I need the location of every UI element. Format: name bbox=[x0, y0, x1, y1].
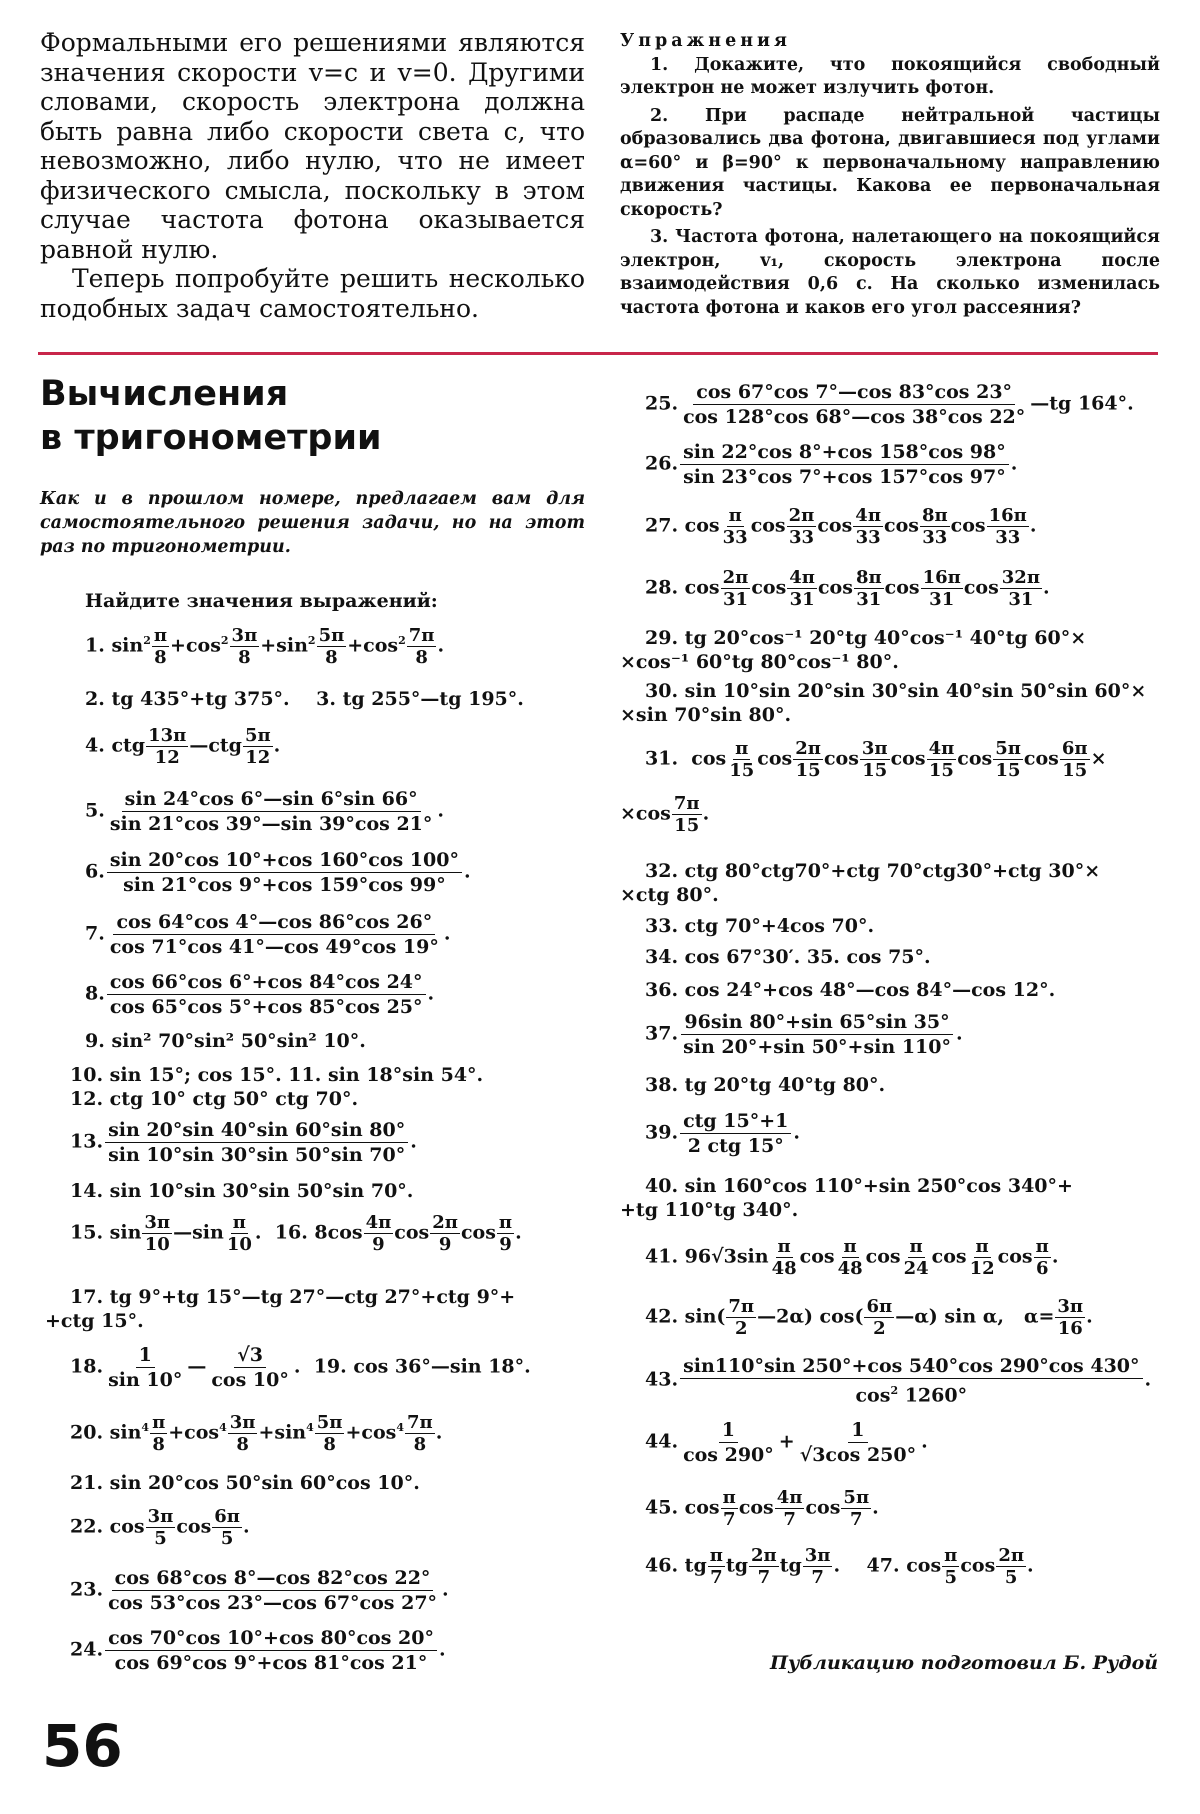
problem-9: 9. sin² 70°sin² 50°sin² 10°. bbox=[85, 1030, 366, 1052]
section-divider bbox=[38, 352, 1158, 355]
problem-43: 43. $\frac{\sin 110^\circ\sin 250^\circ+\cos 540^\circ\cos 290^\circ\cos 430^\circ}{\cos^2 1260^\circ}$ . bbox=[645, 1355, 1152, 1407]
problem-40-line-1: 40. sin 160°cos 110°+sin 250°cos 340°+ bbox=[645, 1175, 1073, 1197]
problem-36: 36. cos 24°+cos 48°—cos 84°—cos 12°. bbox=[645, 979, 1056, 1001]
problem-45: 45. cos $\frac{\pi}{7}$ cos $\frac{4\pi}{7}$ cos $\frac{5\pi}{7}$ . bbox=[645, 1487, 879, 1530]
problem-32-line-1: 32. ctg 80°ctg70°+ctg 70°ctg30°+ctg 30°× bbox=[645, 860, 1101, 882]
exercises-heading: Упражнения bbox=[620, 31, 791, 51]
problem-38: 38. tg 20°tg 40°tg 80°. bbox=[645, 1074, 886, 1096]
paragraph-1: Формальными его решениями являются значения скорости v=c и v=0. Другими словами, скорость электрона должна быть равна либо скорости света c, что невозможно, либо нулю, что не имеет физического смысла, поскольку в этом случае частота фотона оказывается равной нулю. bbox=[40, 28, 585, 264]
problem-23: 23. $\frac{\cos 68^\circ\cos 8^\circ—\cos 82^\circ\cos 22^\circ}{\cos 53^\circ\cos 23^\circ—\cos 67^\circ\cos 27^\circ}$ . bbox=[70, 1567, 449, 1614]
problem-33: 33. ctg 70°+4cos 70°. bbox=[645, 915, 875, 937]
exercise-3: 3. Частота фотона, налетающего на покоящийся электрон, v₁, скорость электрона после взаимодействия 0,6 c. На сколько изменилась частота фотона и каков его угол рассеяния? bbox=[620, 227, 1160, 318]
problem-25: 25. $\frac{\cos 67^\circ\cos 7^\circ—\cos 83^\circ\cos 23^\circ}{\cos 128^\circ\cos 68^\circ—\cos 38^\circ\cos 22^\circ}$ —tg 164°. bbox=[645, 381, 1134, 428]
exercises-block bbox=[620, 30, 1160, 324]
intro-paragraph-block bbox=[40, 28, 585, 323]
problem-26: 26. $\frac{\sin 22^\circ\cos 8^\circ+\cos 158^\circ\cos 98^\circ}{\sin 23^\circ\cos 7^\circ+\cos 157^\circ\cos 97^\circ}$ . bbox=[645, 441, 1018, 488]
problem-40-line-2: +tg 110°tg 340°. bbox=[620, 1199, 799, 1221]
title-line-2: в тригонометрии bbox=[40, 418, 382, 458]
problem-29-line-2: ×cos⁻¹ 60°tg 80°cos⁻¹ 80°. bbox=[620, 651, 899, 673]
problem-28: 28. cos $\frac{2\pi}{31}$ cos $\frac{4\pi}{31}$ cos $\frac{8\pi}{31}$ cos $\frac{16\pi}{31}$ cos $\frac{32\pi}{31}$ . bbox=[645, 567, 1050, 610]
problem-30-line-1: 30. sin 10°sin 20°sin 30°sin 40°sin 50°sin 60°× bbox=[645, 680, 1147, 702]
byline: Публикацию подготовил Б. Рудой bbox=[770, 1652, 1159, 1674]
problem-4: 4. ctg $\frac{13\pi}{12}$ —ctg $\frac{5\pi}{12}$ . bbox=[85, 725, 281, 768]
problem-27: 27. cos $\frac{\pi}{33}$ cos $\frac{2\pi}{33}$ cos $\frac{4\pi}{33}$ cos $\frac{8\pi}{33}$ cos $\frac{16\pi}{33}$ . bbox=[645, 505, 1037, 548]
problem-42: 42. sin( $\frac{7\pi}{2}$ —2α) cos( $\frac{6\pi}{2}$ —α) sin α, α= $\frac{3\pi}{16}$ . bbox=[645, 1296, 1093, 1339]
problem-44: 44. $\frac{1}{\cos 290^\circ}$ + $\frac{1}{√3\cos 250^\circ}$ . bbox=[645, 1419, 928, 1466]
problem-41: 41. 96√3sin $\frac{\pi}{48}$ cos $\frac{\pi}{48}$ cos $\frac{\pi}{24}$ cos $\frac{\pi}{12}$ cos $\frac{\pi}{6}$ . bbox=[645, 1236, 1059, 1279]
problem-18-19: 18. $\frac{1}{\sin 10^\circ}$ — $\frac{√3}{\cos 10^\circ}$ . 19. cos 36°—sin 18°. bbox=[70, 1344, 531, 1391]
problem-34-35: 34. cos 67°30′. 35. cos 75°. bbox=[645, 946, 931, 968]
problem-37: 37. $\frac{96\sin 80^\circ+\sin 65^\circ\sin 35^\circ}{\sin 20^\circ+\sin 50^\circ+\sin 110^\circ}$ . bbox=[645, 1011, 963, 1058]
problem-29-line-1: 29. tg 20°cos⁻¹ 20°tg 40°cos⁻¹ 40°tg 60°× bbox=[645, 627, 1087, 649]
article-title bbox=[40, 372, 382, 460]
problem-1: 1. $\sin^2$ $\frac{\pi}{8}$ $+\cos^2$ $\frac{3\pi}{8}$ $+\sin^2$ $\frac{5\pi}{8}$ $+\cos^2$ $\frac{7\pi}{8}$ . bbox=[85, 625, 445, 668]
problem-12: 12. ctg 10° ctg 50° ctg 70°. bbox=[70, 1088, 359, 1110]
exercise-1: 1. Докажите, что покоящийся свободный электрон не может излучить фотон. bbox=[620, 54, 1160, 98]
problem-13: 13. $\frac{\sin 20^\circ\sin 40^\circ\sin 60^\circ\sin 80^\circ}{\sin 10^\circ\sin 30^\circ\sin 50^\circ\sin 70^\circ}$ . bbox=[70, 1119, 417, 1166]
problem-20: 20. $\sin^4$ $\frac{\pi}{8}$ $+\cos^4$ $\frac{3\pi}{8}$ $+\sin^4$ $\frac{5\pi}{8}$ $+\cos^4$ $\frac{7\pi}{8}$ . bbox=[70, 1412, 443, 1455]
problem-8: 8. $\frac{\cos 66^\circ\cos 6^\circ+\cos 84^\circ\cos 24^\circ}{\cos 65^\circ\cos 5^\circ+\cos 85^\circ\cos 25^\circ}$ . bbox=[85, 971, 435, 1018]
page-number: 56 bbox=[42, 1712, 123, 1780]
problem-22: 22. cos $\frac{3\pi}{5}$ cos $\frac{6\pi}{5}$ . bbox=[70, 1506, 250, 1549]
problem-2-3: 2. tg 435°+tg 375°. 3. tg 255°—tg 195°. bbox=[85, 688, 524, 710]
problem-46-47: 46. tg $\frac{\pi}{7}$ tg $\frac{2\pi}{7}$ tg $\frac{3\pi}{7}$ . 47. cos $\frac{\pi}{5}$ cos $\frac{2\pi}{5}$ . bbox=[645, 1545, 1034, 1588]
problem-15-16: 15. sin $\frac{3\pi}{10}$ —sin $\frac{\pi}{10}$ . 16. 8cos $\frac{4\pi}{9}$ cos $\frac{2\pi}{9}$ cos $\frac{\pi}{9}$ . bbox=[70, 1212, 522, 1255]
problem-24: 24. $\frac{\cos 70^\circ\cos 10^\circ+\cos 80^\circ\cos 20^\circ}{\cos 69^\circ\cos 9^\circ+\cos 81^\circ\cos 21^\circ}$ . bbox=[70, 1627, 446, 1674]
problem-30-line-2: ×sin 70°sin 80°. bbox=[620, 704, 792, 726]
problem-31: 31. cos $\frac{\pi}{15}$ cos $\frac{2\pi}{15}$ cos $\frac{3\pi}{15}$ cos $\frac{4\pi}{15}$ cos $\frac{5\pi}{15}$ cos $\frac{6\pi}{15}$ × bbox=[645, 738, 1107, 781]
problem-17-line-1: 17. tg 9°+tg 15°—tg 27°—ctg 27°+ctg 9°+ bbox=[70, 1286, 516, 1308]
paragraph-2: Теперь попробуйте решить несколько подобных задач самостоятельно. bbox=[40, 264, 585, 323]
problem-32-line-2: ×ctg 80°. bbox=[620, 884, 719, 906]
problem-31-line-2: ×cos $\frac{7\pi}{15}$ . bbox=[620, 793, 710, 836]
problem-10-11: 10. sin 15°; cos 15°. 11. sin 18°sin 54°. bbox=[70, 1064, 484, 1086]
problem-6: 6. $\frac{\sin 20^\circ\cos 10^\circ+\cos 160^\circ\cos 100^\circ}{\sin 21^\circ\cos 9^\circ+\cos 159^\circ\cos 99^\circ}$ . bbox=[85, 849, 471, 896]
problem-14: 14. sin 10°sin 30°sin 50°sin 70°. bbox=[70, 1180, 414, 1202]
problem-21: 21. sin 20°cos 50°sin 60°cos 10°. bbox=[70, 1472, 420, 1494]
problem-39: 39. $\frac{\text{ctg 15°+1}}{\text{2 ctg 15°}}$ . bbox=[645, 1110, 801, 1157]
problem-7: 7. $\frac{\cos 64^\circ\cos 4^\circ—\cos 86^\circ\cos 26^\circ}{\cos 71^\circ\cos 41^\circ—\cos 49^\circ\cos 19^\circ}$ . bbox=[85, 911, 451, 958]
exercise-2: 2. При распаде нейтральной частицы образовались два фотона, двигавшиеся под углами α=60° и β=90° к первоначальному направлению движения частицы. Какова ее первоначальная скорость? bbox=[620, 105, 1160, 220]
task-label: Найдите значения выражений: bbox=[85, 590, 438, 612]
title-line-1: Вычисления bbox=[40, 374, 289, 414]
article-intro: Как и в прошлом номере, предлагаем вам для самостоятельного решения задачи, но на этот раз по тригонометрии. bbox=[40, 489, 585, 557]
problem-5: 5. $\frac{\sin 24^\circ\cos 6^\circ—\sin 6^\circ\sin 66^\circ}{\sin 21^\circ\cos 39^\circ—\sin 39^\circ\cos 21^\circ}$ . bbox=[85, 788, 445, 835]
problem-17-line-2: +ctg 15°. bbox=[45, 1310, 144, 1332]
